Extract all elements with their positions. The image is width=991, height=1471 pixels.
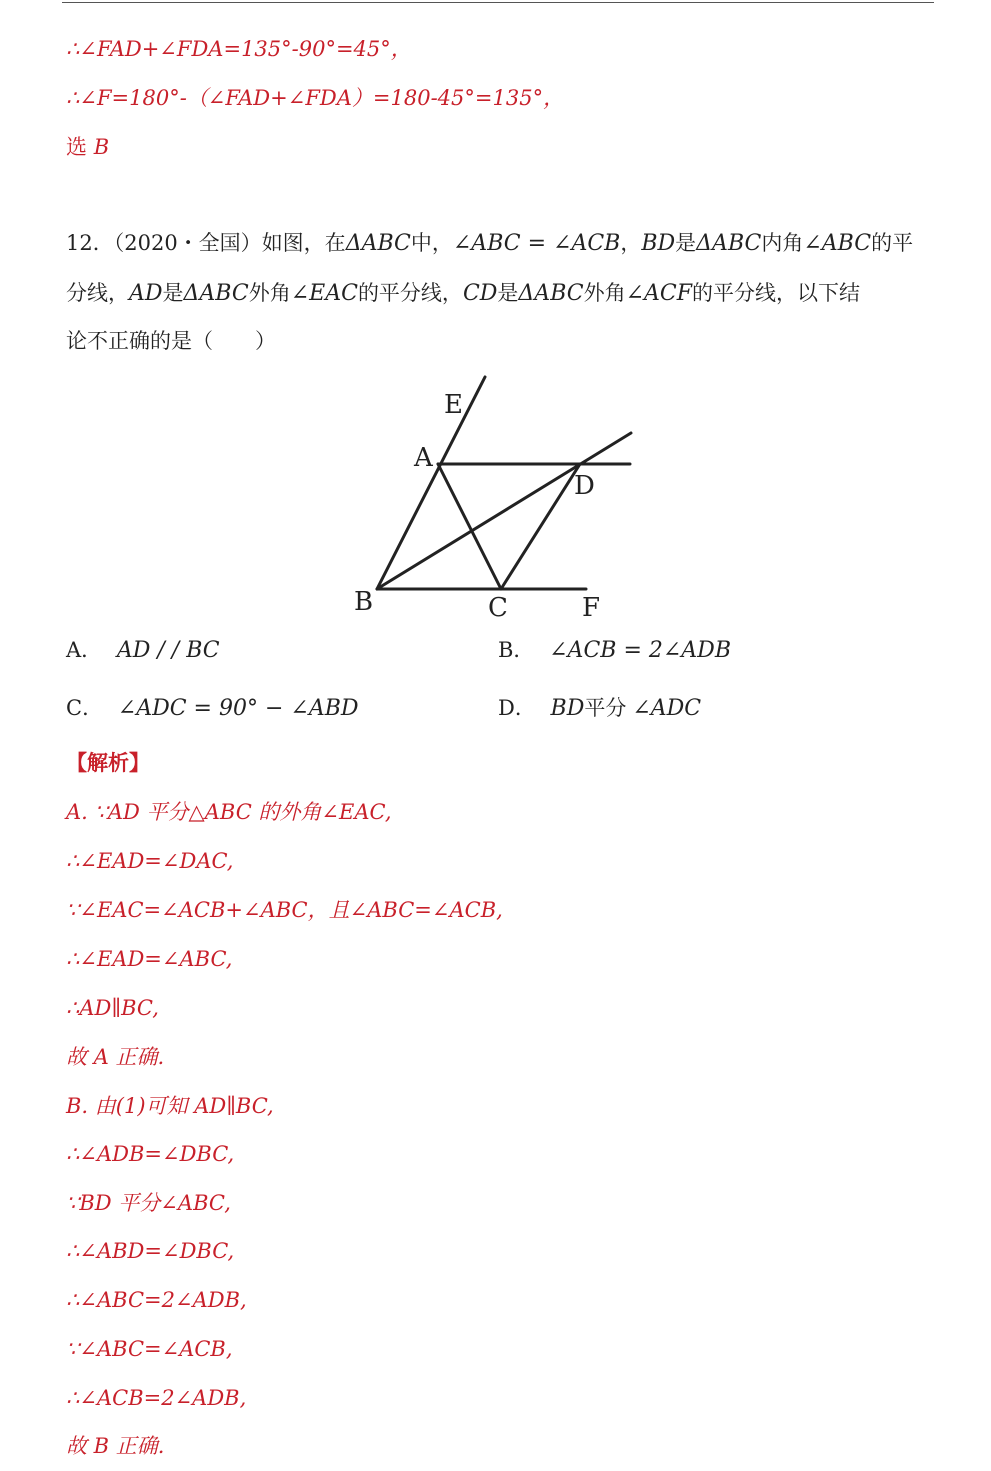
q-text: 如图，在 <box>261 231 346 255</box>
q-math: ΔABC <box>696 231 762 256</box>
label-f: F <box>582 593 601 622</box>
analysis-line: ∴AD∥BC, <box>66 996 159 1020</box>
q-text: 是 <box>497 281 519 305</box>
q-math: ΔABC <box>518 281 584 306</box>
analysis-line: ∴∠EAD=∠DAC, <box>66 849 234 873</box>
q-text: 分线， <box>66 281 129 305</box>
analysis-line: ∵∠EAC=∠ACB+∠ABC，且∠ABC=∠ACB, <box>66 898 503 922</box>
analysis-line: 故 A 正确. <box>66 1045 165 1069</box>
question-line-2 <box>66 279 860 308</box>
label-e: E <box>444 390 463 420</box>
line-ac <box>438 464 501 589</box>
q-text: 的平 <box>871 231 914 255</box>
q-math: ∠ACF <box>625 281 693 306</box>
analysis-line: 故 B 正确. <box>66 1434 165 1458</box>
q-text: ， <box>620 231 642 255</box>
q-math: BD <box>641 231 676 256</box>
q-math: ΔABC <box>345 231 411 256</box>
q-math: AD <box>129 281 163 306</box>
q-math: ΔABC <box>183 281 249 306</box>
q-math: ∠ABC = ∠ACB <box>452 231 621 256</box>
analysis-line: ∴∠ABC=2∠ADB, <box>66 1288 247 1312</box>
label-a: A <box>414 443 433 473</box>
option-letter: D． <box>498 696 536 720</box>
analysis-heading: 【解析】 <box>66 750 150 775</box>
geometry-figure <box>340 370 640 622</box>
answer-prefix: 选 <box>66 135 94 159</box>
option-letter: C． <box>66 696 104 720</box>
option-c[interactable] <box>66 694 359 723</box>
analysis-line: ∴∠ADB=∠DBC, <box>66 1142 235 1166</box>
prev-solution-line-1: ∴∠FAD+∠FDA=135°-90°=45°， <box>66 37 412 61</box>
option-letter: A． <box>66 638 103 662</box>
q-text: 外角 <box>248 281 291 305</box>
question-number: 12． <box>66 231 114 255</box>
analysis-line: ∵∠ABC=∠ACB, <box>66 1337 233 1361</box>
option-math: BD <box>550 696 585 721</box>
q-math: ∠ABC <box>803 231 872 256</box>
option-text: ∠ADC = 90° − ∠ABD <box>117 696 359 721</box>
option-letter: B． <box>498 638 535 662</box>
question-source: （2020・全国） <box>113 231 262 255</box>
prev-solution-answer <box>66 134 109 160</box>
option-text: ∠ACB = 2∠ADB <box>549 638 731 663</box>
q-text: 中， <box>410 231 453 255</box>
analysis-line: A. ∵AD 平分△ABC 的外角∠EAC, <box>66 800 392 824</box>
option-text: 平分 <box>584 696 627 720</box>
option-a[interactable] <box>66 636 220 665</box>
q-math: CD <box>462 281 498 306</box>
analysis-line: ∴∠ACB=2∠ADB, <box>66 1386 247 1410</box>
prev-solution-line-2: ∴∠F=180°-（∠FAD+∠FDA）=180-45°=135°， <box>66 86 565 110</box>
option-d[interactable] <box>498 694 701 723</box>
line-cd <box>501 464 580 589</box>
option-b[interactable] <box>498 636 731 665</box>
question-line-3: 论不正确的是（ ） <box>66 329 276 353</box>
q-text: 内角 <box>761 231 804 255</box>
q-text: 的平分线， <box>357 281 463 305</box>
analysis-line: B. 由(1)可知 AD∥BC, <box>66 1094 274 1118</box>
option-text: AD / / BC <box>116 638 220 663</box>
analysis-line: ∵BD 平分∠ABC, <box>66 1191 231 1215</box>
q-text: 外角 <box>583 281 626 305</box>
label-c: C <box>488 593 508 622</box>
q-text: 的平分线，以下结 <box>692 281 861 305</box>
q-text: 是 <box>162 281 184 305</box>
option-math: ∠ADC <box>632 696 702 721</box>
q-math: ∠EAC <box>290 281 358 306</box>
top-rule <box>62 2 934 3</box>
analysis-line: ∴∠ABD=∠DBC, <box>66 1239 235 1263</box>
answer-letter: B <box>93 135 110 159</box>
q-text: 是 <box>675 231 697 255</box>
label-d: D <box>574 471 595 501</box>
label-b: B <box>354 587 374 617</box>
question-line-1 <box>66 229 913 258</box>
analysis-line: ∴∠EAD=∠ABC, <box>66 947 233 971</box>
